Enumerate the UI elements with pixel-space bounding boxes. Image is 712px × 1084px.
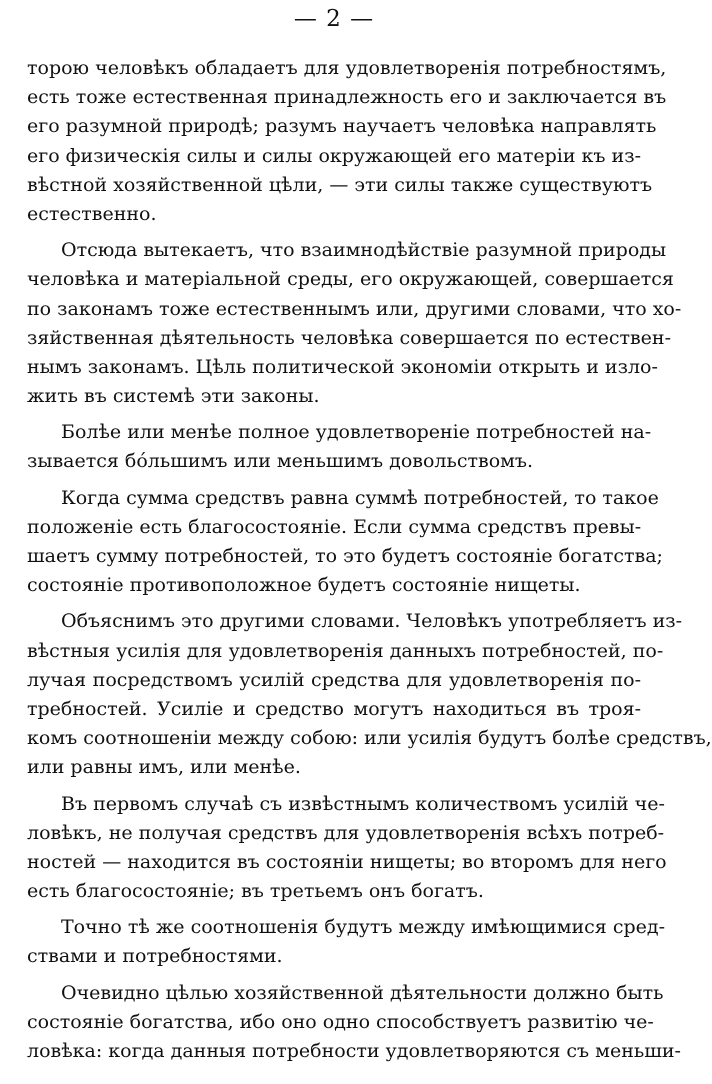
paragraph-gap — [27, 972, 641, 979]
text-line: шаетъ сумму потребностей, то это будетъ состояніе богатства; — [27, 545, 663, 567]
paragraph-gap — [27, 477, 641, 484]
text-line: нымъ законамъ. Цѣль политической экономіи открыть и изло- — [27, 355, 658, 378]
paragraph-gap — [27, 411, 641, 418]
text-line: зяйственная дѣятельность человѣка совершается по естествен- — [27, 326, 672, 349]
text-line: ностей — находится въ состояніи нищеты; во второмъ для него — [27, 850, 667, 873]
text-line: вѣстной хозяйственной цѣли, — эти силы также существуютъ — [27, 173, 653, 196]
text-line: Очевидно цѣлью хозяйственной дѣятельности должно быть — [61, 981, 664, 1004]
text-line: торою человѣкъ обладаетъ для удовлетворенія потребностямъ, — [27, 57, 667, 79]
paragraph — [27, 790, 667, 907]
text-line: есть благосостояніе; въ третьемъ онъ богатъ. — [27, 880, 484, 903]
text-line: зывается бо́льшимъ или меньшимъ довольствомъ. — [27, 450, 534, 473]
text-line: лучая посредствомъ усилій средства для удовлетворенія по- — [27, 668, 641, 691]
text-line: или равны имъ, или менѣе. — [27, 756, 301, 779]
text-line: по законамъ тоже естественнымъ или, другими словами, что хо- — [27, 297, 682, 320]
text-line: ствами и потребностями. — [27, 945, 283, 968]
text-line: его физическія силы и силы окружающей его матеріи къ из- — [27, 144, 641, 167]
text-line: Въ первомъ случаѣ съ извѣстнымъ количествомъ усилій че- — [61, 792, 665, 815]
text-line: Точно тѣ же соотношенія будутъ между имѣющимися сред- — [61, 916, 665, 939]
paragraph — [27, 484, 663, 601]
paragraph — [27, 913, 665, 971]
page-number: — 2 — — [293, 6, 375, 32]
paragraph — [27, 54, 667, 229]
text-line: естественно. — [27, 202, 157, 225]
body-text — [27, 54, 712, 1066]
text-line: требностей. Усиліе и средство могутъ находиться въ троя- — [27, 697, 641, 720]
paragraph — [27, 979, 681, 1067]
text-line: состояніе противоположное будетъ состояніе нищеты. — [27, 574, 581, 597]
text-line: есть тоже естественная принадлежность его и заключается въ — [27, 86, 667, 109]
paragraph-gap — [27, 600, 641, 607]
paragraph — [27, 607, 712, 782]
paragraph-gap — [27, 906, 641, 913]
text-line: Болѣе или менѣе полное удовлетвореніе потребностей на- — [61, 421, 652, 444]
paragraph-gap — [27, 783, 641, 790]
paragraph — [27, 236, 682, 411]
text-line: ловѣка: когда данныя потребности удовлетворяются съ меньши- — [27, 1040, 681, 1062]
text-line: состояніе богатства, ибо оно одно способствуетъ развитію че- — [27, 1010, 654, 1033]
text-line: его разумной природѣ; разумъ научаетъ человѣка направлять — [27, 115, 657, 138]
text-line: ловѣкъ, не получая средствъ для удовлетворенія всѣхъ потреб- — [27, 821, 665, 844]
text-line: вѣстныя усилія для удовлетворенія данныхъ потребностей, по- — [27, 639, 664, 662]
text-line: положеніе есть благосостояніе. Если сумма средствъ превы- — [27, 515, 642, 538]
text-line: комъ соотношеніи между собою: или усилія будутъ болѣе средствъ, — [27, 727, 712, 750]
text-line: Отсюда вытекаетъ, что взаимнодѣйствіе разумной природы — [61, 239, 667, 262]
text-line: Объяснимъ это другими словами. Человѣкъ употребляетъ из- — [61, 610, 683, 633]
text-line: Когда сумма средствъ равна суммѣ потребностей, то такое — [61, 486, 659, 509]
paragraph — [27, 418, 652, 476]
text-line: жить въ системѣ эти законы. — [27, 385, 320, 408]
text-line: человѣка и матеріальной среды, его окружающей, совершается — [27, 268, 674, 291]
paragraph-gap — [27, 229, 641, 236]
